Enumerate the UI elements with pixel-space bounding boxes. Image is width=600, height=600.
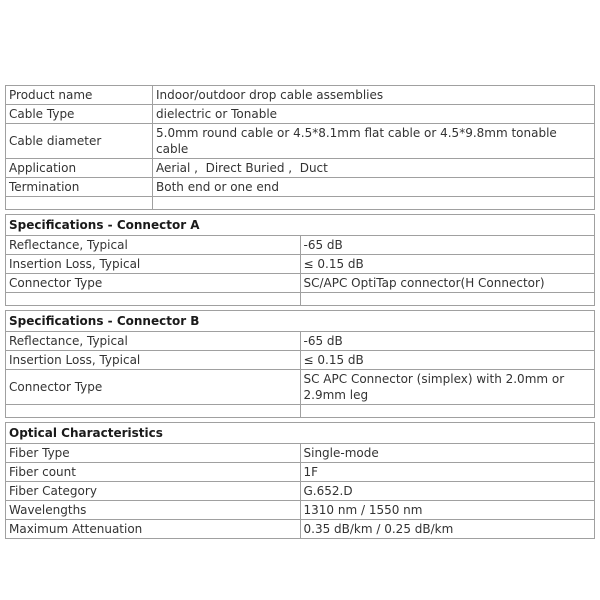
- row-label: Insertion Loss, Typical: [6, 351, 301, 370]
- row-value: ≤ 0.15 dB: [300, 351, 595, 370]
- row-label: Termination: [6, 178, 153, 197]
- empty-cell: [6, 293, 301, 306]
- table-row: [6, 520, 595, 539]
- section-header-row: [6, 311, 595, 332]
- row-label: Maximum Attenuation: [6, 520, 301, 539]
- section-header-row: [6, 423, 595, 444]
- empty-cell: [6, 405, 301, 418]
- table-row: [6, 351, 595, 370]
- section-header-title: Specifications - Connector B: [6, 311, 595, 332]
- row-label: Application: [6, 159, 153, 178]
- product-spec-tables: [5, 85, 595, 543]
- row-value: 1310 nm / 1550 nm: [300, 501, 595, 520]
- table-row: [6, 255, 595, 274]
- row-label: Connector Type: [6, 370, 301, 405]
- empty-cell: [300, 405, 595, 418]
- section-header-title: Specifications - Connector A: [6, 215, 595, 236]
- table-row: [6, 501, 595, 520]
- row-value: 1F: [300, 463, 595, 482]
- table-row: [6, 463, 595, 482]
- row-value: SC APC Connector (simplex) with 2.0mm or 2.9mm leg: [300, 370, 595, 405]
- empty-spacer-row: [6, 197, 595, 210]
- section-header-row: [6, 215, 595, 236]
- table-row: [6, 332, 595, 351]
- row-label: Connector Type: [6, 274, 301, 293]
- row-value: dielectric or Tonable: [153, 105, 595, 124]
- empty-spacer-row: [6, 293, 595, 306]
- empty-cell: [6, 197, 153, 210]
- row-label: Fiber Category: [6, 482, 301, 501]
- spec-table-specifications-connector-a: [5, 214, 595, 306]
- row-value: Both end or one end: [153, 178, 595, 197]
- table-row: [6, 124, 595, 159]
- table-row: [6, 105, 595, 124]
- row-label: Product name: [6, 86, 153, 105]
- row-value: ≤ 0.15 dB: [300, 255, 595, 274]
- row-label: Insertion Loss, Typical: [6, 255, 301, 274]
- row-value: Single-mode: [300, 444, 595, 463]
- row-label: Reflectance, Typical: [6, 236, 301, 255]
- row-value: 0.35 dB/km / 0.25 dB/km: [300, 520, 595, 539]
- spec-table-general-1: [5, 85, 595, 210]
- table-row: [6, 236, 595, 255]
- table-row: [6, 274, 595, 293]
- row-value: 5.0mm round cable or 4.5*8.1mm flat cable or 4.5*9.8mm tonable cable: [153, 124, 595, 159]
- row-value: -65 dB: [300, 236, 595, 255]
- row-label: Reflectance, Typical: [6, 332, 301, 351]
- table-row: [6, 178, 595, 197]
- row-value: Aerial , Direct Buried , Duct: [153, 159, 595, 178]
- empty-cell: [153, 197, 595, 210]
- section-header-title: Optical Characteristics: [6, 423, 595, 444]
- row-value: Indoor/outdoor drop cable assemblies: [153, 86, 595, 105]
- spec-table-specifications-connector-b: [5, 310, 595, 418]
- table-row: [6, 86, 595, 105]
- empty-spacer-row: [6, 405, 595, 418]
- row-label: Fiber Type: [6, 444, 301, 463]
- row-label: Wavelengths: [6, 501, 301, 520]
- row-label: Fiber count: [6, 463, 301, 482]
- table-row: [6, 444, 595, 463]
- row-value: G.652.D: [300, 482, 595, 501]
- row-label: Cable Type: [6, 105, 153, 124]
- table-row: [6, 159, 595, 178]
- row-value: SC/APC OptiTap connector(H Connector): [300, 274, 595, 293]
- table-row: [6, 482, 595, 501]
- spec-table-optical-characteristics: [5, 422, 595, 539]
- table-row: [6, 370, 595, 405]
- row-value: -65 dB: [300, 332, 595, 351]
- empty-cell: [300, 293, 595, 306]
- row-label: Cable diameter: [6, 124, 153, 159]
